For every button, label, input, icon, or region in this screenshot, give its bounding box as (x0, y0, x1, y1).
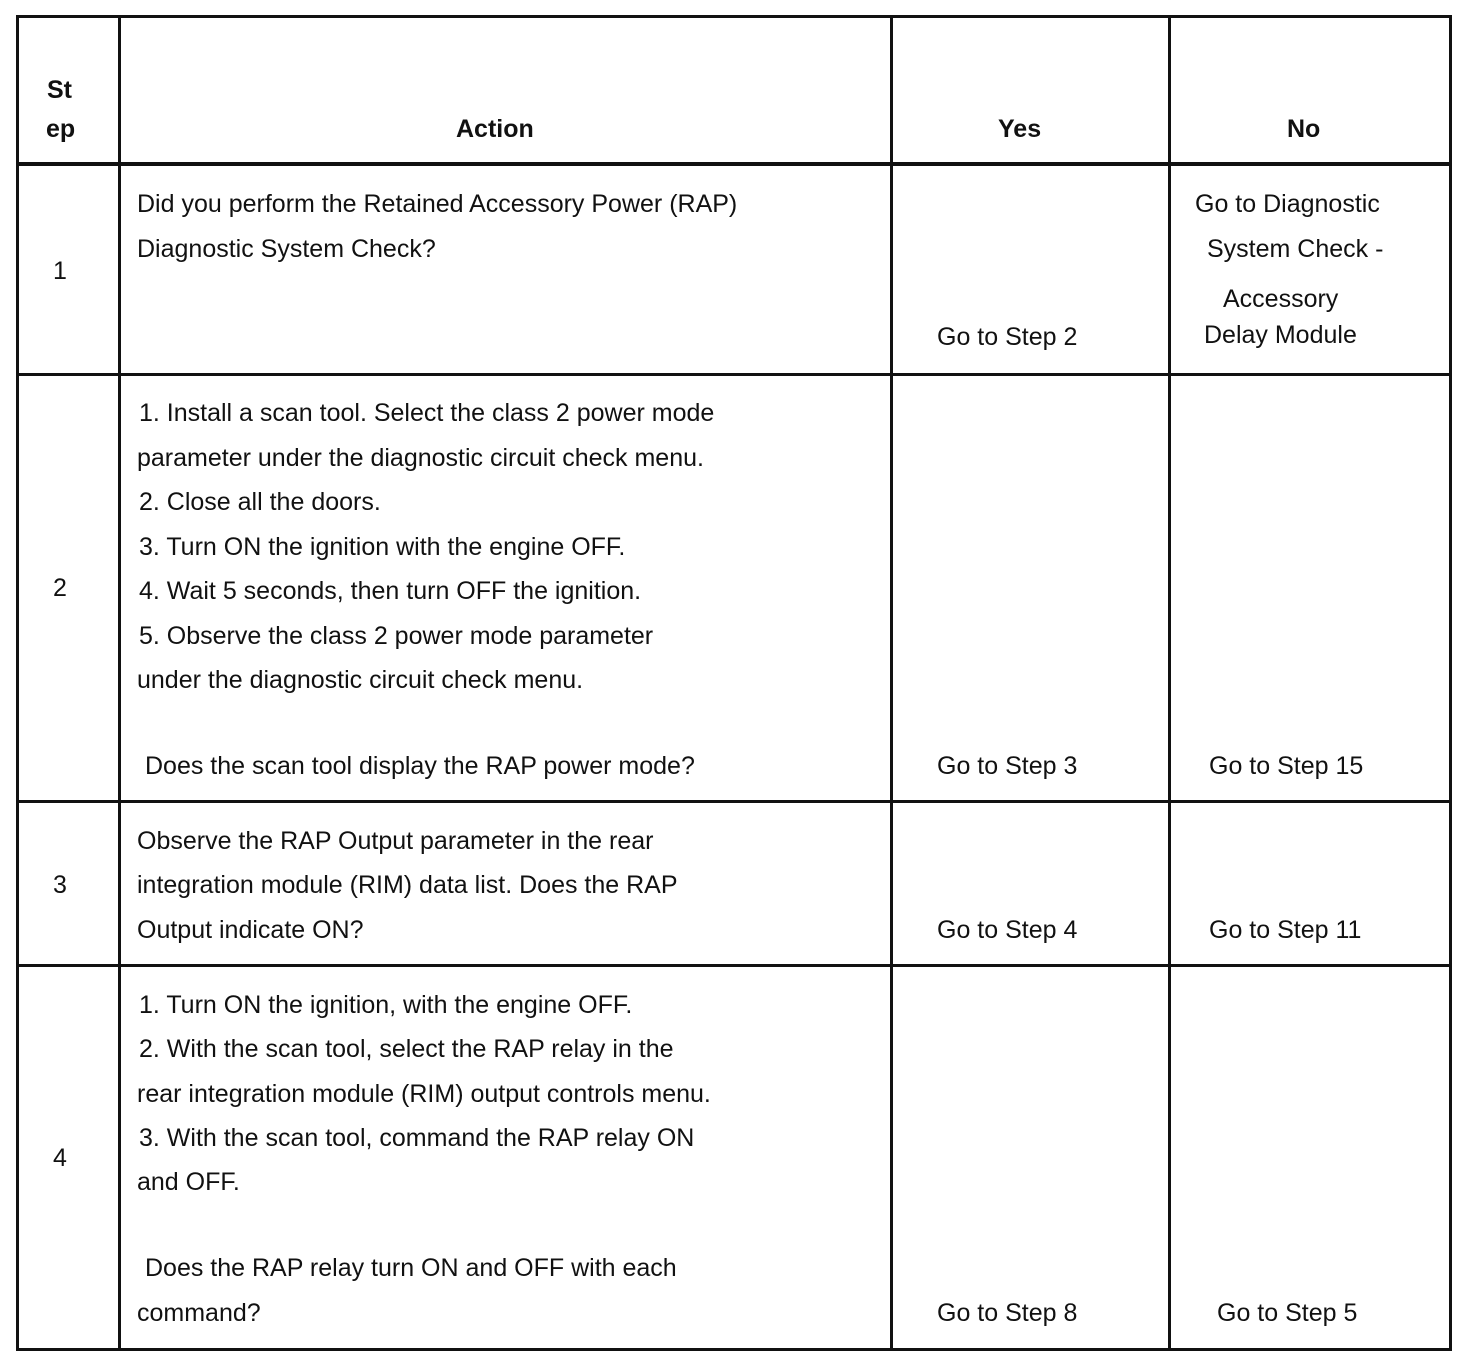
action-question: command? (137, 1299, 261, 1327)
action-line: Observe the RAP Output parameter in the rear (137, 827, 654, 855)
action-line: 3. With the scan tool, command the RAP relay ON (139, 1124, 695, 1152)
grid-line (16, 373, 1452, 376)
step-number: 2 (53, 574, 67, 602)
action-line: parameter under the diagnostic circuit check menu. (137, 444, 704, 472)
no-action: Go to Step 15 (1209, 752, 1364, 780)
grid-line (16, 15, 19, 1351)
header-step-line1: St (47, 76, 72, 104)
action-line: 4. Wait 5 seconds, then turn OFF the ignition. (139, 577, 642, 605)
header-action: Action (456, 115, 534, 143)
action-question: Does the RAP relay turn ON and OFF with each (145, 1254, 677, 1282)
step-number: 4 (53, 1144, 67, 1172)
step-number: 1 (53, 257, 67, 285)
action-line: 5. Observe the class 2 power mode parameter (139, 622, 654, 650)
no-action-line: Go to Diagnostic (1195, 190, 1380, 218)
action-line: Output indicate ON? (137, 916, 364, 944)
grid-line (1449, 15, 1452, 1351)
no-action-line: Accessory (1223, 285, 1339, 313)
grid-line (16, 1348, 1452, 1351)
action-line: rear integration module (RIM) output controls menu. (137, 1080, 711, 1108)
grid-line (16, 964, 1452, 967)
header-step-line2: ep (46, 115, 76, 143)
action-line: and OFF. (137, 1168, 240, 1196)
action-line: under the diagnostic circuit check menu. (137, 666, 584, 694)
action-line: 1. Turn ON the ignition, with the engine OFF. (139, 991, 633, 1019)
action-line: integration module (RIM) data list. Does the RAP (137, 871, 678, 899)
grid-line (16, 15, 1452, 18)
no-action: Go to Step 5 (1217, 1299, 1358, 1327)
header-no: No (1287, 115, 1321, 143)
no-action: Go to Step 11 (1209, 916, 1362, 944)
action-line: 2. Close all the doors. (139, 488, 381, 516)
no-action-line: System Check - (1207, 235, 1384, 263)
grid-line (1168, 15, 1171, 1351)
yes-action: Go to Step 8 (937, 1299, 1078, 1327)
action-line: Diagnostic System Check? (137, 235, 436, 263)
no-action-line: Delay Module (1204, 321, 1357, 349)
step-number: 3 (53, 871, 67, 899)
yes-action: Go to Step 2 (937, 323, 1078, 351)
yes-action: Go to Step 4 (937, 916, 1078, 944)
grid-line (118, 15, 121, 1351)
grid-line (16, 162, 1452, 166)
yes-action: Go to Step 3 (937, 752, 1078, 780)
action-line: 1. Install a scan tool. Select the class 2 power mode (139, 399, 715, 427)
grid-line (16, 800, 1452, 803)
action-line: 2. With the scan tool, select the RAP relay in the (139, 1035, 674, 1063)
action-line: Did you perform the Retained Accessory Power (RAP) (137, 190, 738, 218)
action-line: 3. Turn ON the ignition with the engine OFF. (139, 533, 626, 561)
action-question: Does the scan tool display the RAP power mode? (145, 752, 695, 780)
grid-line (890, 15, 893, 1351)
header-yes: Yes (998, 115, 1042, 143)
